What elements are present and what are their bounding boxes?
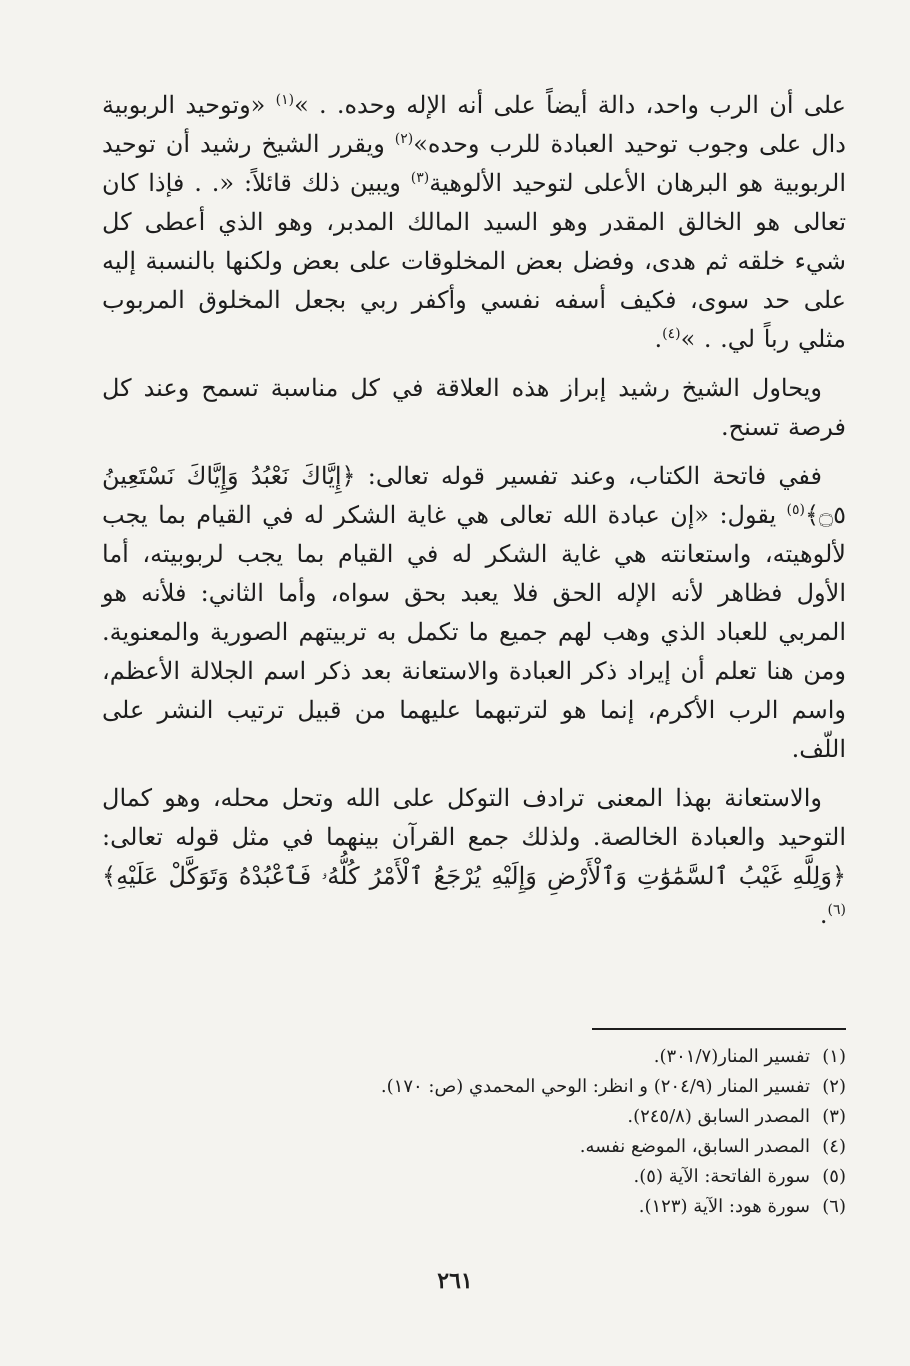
paragraph bbox=[102, 457, 846, 769]
footnote-item bbox=[140, 1132, 846, 1162]
footnote-text: تفسير المنار(٣٠١/٧). bbox=[653, 1046, 810, 1067]
footnote-item bbox=[140, 1042, 846, 1072]
footnote-number: (١) bbox=[822, 1046, 846, 1067]
paragraph bbox=[102, 369, 846, 447]
text-segment: والاستعانة بهذا المعنى ترادف التوكل على الله وتحل محله، وهو كمال التوحيد والعبادة الخالصة. ولذلك جمع القرآن بينهما في مثل قوله تعالى: ﴿وَلِلَّهِ غَيْبُ ٱلسَّمَٰوَٰتِ وَٱلْأَرْضِ وَإِلَيْهِ يُرْجَعُ ٱلْأَمْرُ كُلُّهُۥ فَٱعْبُدْهُ وَتَوَكَّلْ عَلَيْهِ﴾ bbox=[102, 784, 846, 890]
footnote-marker: (٦) bbox=[827, 902, 846, 918]
text-segment: يقول: «إن عبادة الله تعالى هي غاية الشكر له في القيام بما يجب لألوهيته، واستعانته هي غاية الشكر له في القيام بما يجب لربوبيته، أما الأول فظاهر لأنه الإله الحق فلا يعبد بحق سواه، وأما الثاني: فلأنه هو المربي للعباد الذي وهب لهم جميع ما تكمل به تربيتهم الصورية والمعنوية. ومن هنا تعلم أن إيراد ذكر العبادة والاستعانة بعد ذكر اسم الجلالة الأعظم، واسم الرب الأكرم، إنما هو لترتبهما عليهما من قبيل ترتيب النشر على اللّف. bbox=[102, 501, 846, 763]
footnote-marker: (٣) bbox=[410, 170, 430, 186]
footnote-item bbox=[140, 1192, 846, 1222]
paragraph bbox=[102, 779, 846, 935]
text-segment: ويبين ذلك قائلاً: «. . فإذا كان تعالى هو الخالق المقدر وهو السيد المالك المدبر، وهو الذي أعطى كل شيء خلقه ثم هدى، وفضل بعض المخلوقات على بعض ولكنها بالنسبة إليه على حد سوى، فكيف أسفه نفسي وأكفر ربي بجعل المخلوق المربوب مثلي رباً لي. . » bbox=[102, 169, 846, 353]
text-segment: على أن الرب واحد، دالة أيضاً على أنه الإله وحده. . » bbox=[294, 91, 847, 119]
footnote-text: تفسير المنار (٢٠٤/٩) و انظر: الوحي المحمدي (ص: ١٧٠). bbox=[380, 1076, 810, 1097]
footnote-text: سورة الفاتحة: الآية (٥). bbox=[633, 1166, 810, 1187]
text-segment: ويحاول الشيخ رشيد إبراز هذه العلاقة في كل مناسبة تسمح وعند كل فرصة تسنح. bbox=[102, 374, 846, 441]
main-text bbox=[102, 86, 846, 945]
text-segment: . bbox=[819, 901, 828, 929]
footnote-marker: (١) bbox=[275, 92, 295, 108]
paragraph bbox=[102, 86, 846, 359]
text-segment: . bbox=[654, 325, 663, 353]
footnote-divider bbox=[592, 1028, 846, 1030]
footnote-number: (٢) bbox=[822, 1076, 846, 1097]
footnote-text: المصدر السابق، الموضع نفسه. bbox=[579, 1136, 810, 1157]
page-number: ٢٦١ bbox=[437, 1268, 473, 1294]
text-segment: «وتوحيد الربوبية دال على وجوب توحيد العبادة للرب وحده» bbox=[102, 91, 846, 158]
footnote-marker: (٤) bbox=[662, 326, 681, 342]
footnotes-list bbox=[140, 1042, 846, 1222]
footnote-number: (٦) bbox=[822, 1196, 846, 1217]
footnote-text: سورة هود: الآية (١٢٣). bbox=[638, 1196, 810, 1217]
footnote-item bbox=[140, 1102, 846, 1132]
footnote-number: (٣) bbox=[822, 1106, 846, 1127]
footnote-item bbox=[140, 1072, 846, 1102]
text-segment: ففي فاتحة الكتاب، وعند تفسير قوله تعالى: ﴿إِيَّاكَ نَعْبُدُ وَإِيَّاكَ نَسْتَعِينُ ۝٥﴾ bbox=[102, 462, 846, 529]
footnote-number: (٤) bbox=[822, 1136, 846, 1157]
footnote-text: المصدر السابق (٢٤٥/٨). bbox=[627, 1106, 810, 1127]
footnote-item bbox=[140, 1162, 846, 1192]
footnote-marker: (٥) bbox=[786, 502, 805, 518]
footnote-marker: (٢) bbox=[394, 131, 414, 147]
footnote-number: (٥) bbox=[822, 1166, 846, 1187]
text-segment: ويقرر الشيخ رشيد أن توحيد الربوبية هو البرهان الأعلى لتوحيد الألوهية bbox=[102, 130, 847, 197]
